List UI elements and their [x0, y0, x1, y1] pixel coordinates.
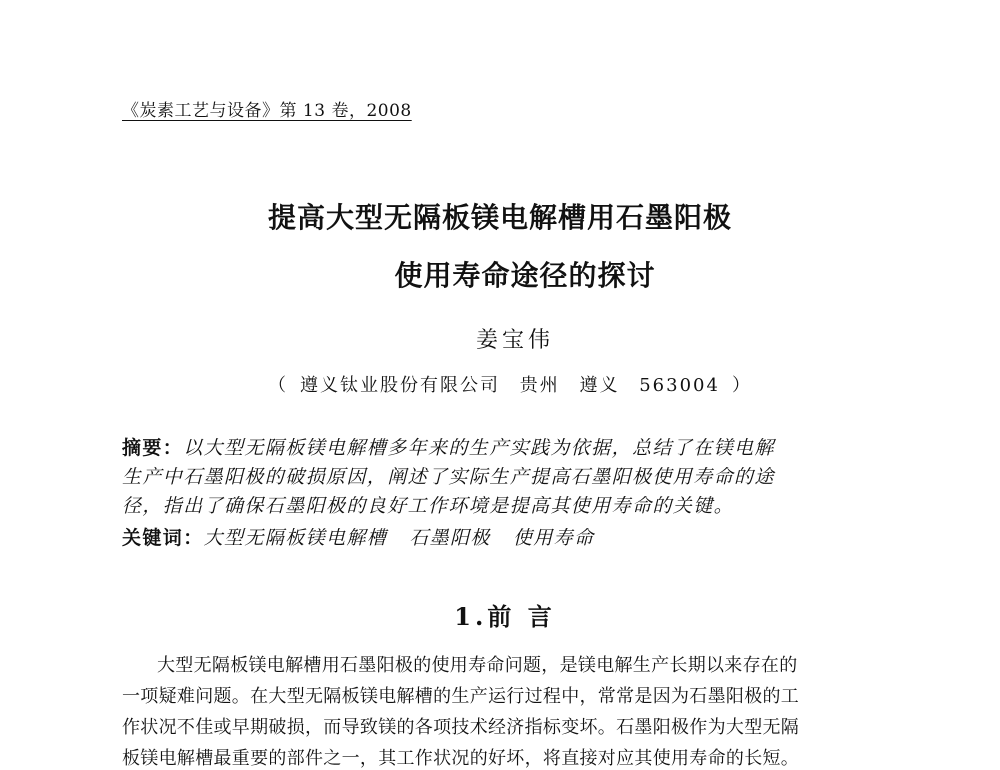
abstract-label: 摘要：	[122, 437, 184, 459]
paper-title-line-2: 使用寿命途径的探讨	[394, 259, 656, 292]
journal-header: 《炭素工艺与设备》第 13 卷，2008	[122, 101, 412, 121]
affiliation-city: 遵义	[579, 375, 620, 396]
affiliation-open-paren: （	[268, 375, 289, 396]
affiliation-postcode: 563004	[639, 375, 720, 396]
abstract-text-1: 以大型无隔板镁电解槽多年来的生产实践为依据，总结了在镁电解	[183, 437, 775, 459]
keywords	[122, 523, 616, 550]
keyword-item: 使用寿命	[512, 527, 595, 549]
keywords-label: 关键词：	[122, 527, 204, 549]
keyword-item: 大型无隔板镁电解槽	[203, 527, 388, 549]
abstract-line-2: 生产中石墨阳极的破损原因，阐述了实际生产提高石墨阳极使用寿命的途	[122, 466, 775, 488]
affiliation-org: 遵义钛业股份有限公司	[300, 375, 501, 396]
body-text-line: 大型无隔板镁电解槽用石墨阳极的使用寿命问题，是镁电解生产长期以来存在的	[157, 655, 798, 676]
paper-title-line-1: 提高大型无隔板镁电解槽用石墨阳极	[267, 201, 732, 234]
affiliation-province: 贵州	[519, 375, 560, 396]
affiliation	[0, 371, 1000, 397]
keyword-item: 石墨阳极	[409, 527, 491, 549]
section-heading-introduction: 1.前 言	[454, 602, 556, 631]
abstract-line-1	[122, 433, 775, 460]
author-name: 姜宝伟	[475, 328, 554, 353]
affiliation-close-paren: ）	[731, 375, 752, 396]
body-text-line: 作状况不佳或早期破损，而导致镁的各项技术经济指标变坏。石墨阳极作为大型无隔	[122, 717, 800, 738]
abstract-line-3: 径，指出了确保石墨阳极的良好工作环境是提高其使用寿命的关键。	[122, 495, 735, 517]
body-text-line: 板镁电解槽最重要的部件之一，其工作状况的好坏，将直接对应其使用寿命的长短。	[122, 748, 800, 769]
body-text-line: 一项疑难问题。在大型无隔板镁电解槽的生产运行过程中，常常是因为石墨阳极的工	[122, 686, 800, 707]
